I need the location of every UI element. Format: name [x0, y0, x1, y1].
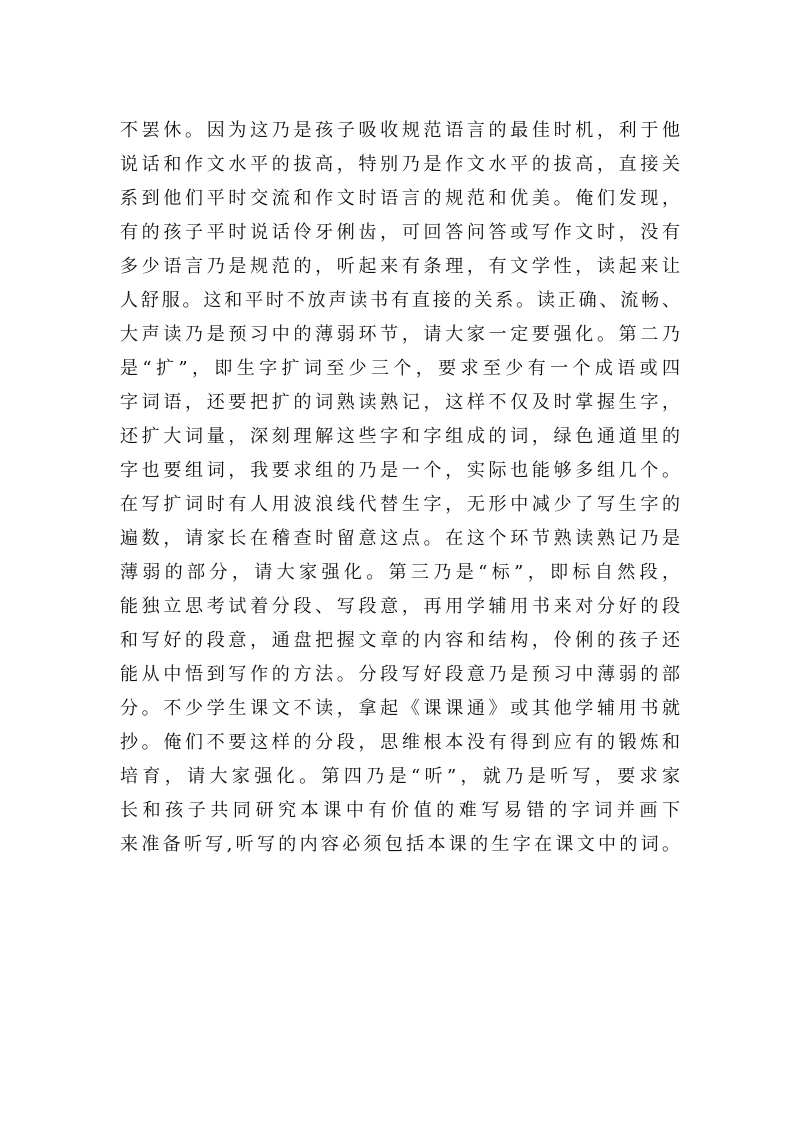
text-line: 抄。俺们不要这样的分段，思维根本没有得到应有的锻炼和 [120, 732, 680, 753]
text-line: 薄弱的部分，请大家强化。第三乃是“标”，即标自然段， [120, 562, 680, 583]
body-paragraph [120, 114, 680, 862]
text-line: 不罢休。因为这乃是孩子吸收规范语言的最佳时机，利于他 [120, 120, 680, 141]
text-line: 培育，请大家强化。第四乃是“听”，就乃是听写，要求家 [120, 766, 680, 787]
text-line: 字也要组词，我要求组的乃是一个，实际也能够多组几个。 [120, 460, 680, 481]
text-line: 系到他们平时交流和作文时语言的规范和优美。俺们发现， [120, 188, 680, 209]
text-line: 遍数，请家长在稽查时留意这点。在这个环节熟读熟记乃是 [120, 528, 680, 549]
text-line: 分。不少学生课文不读，拿起《课课通》或其他学辅用书就 [120, 698, 680, 719]
text-line: 人舒服。这和平时不放声读书有直接的关系。读正确、流畅、 [120, 290, 680, 311]
text-line: 是“扩”，即生字扩词至少三个，要求至少有一个成语或四 [120, 358, 680, 379]
text-line: 来准备听写,听写的内容必须包括本课的生字在课文中的词。 [120, 834, 680, 855]
text-line: 多少语言乃是规范的，听起来有条理，有文学性，读起来让 [120, 256, 680, 277]
text-line: 和写好的段意，通盘把握文章的内容和结构，伶俐的孩子还 [120, 630, 680, 651]
text-line: 字词语，还要把扩的词熟读熟记，这样不仅及时掌握生字， [120, 392, 680, 413]
text-line: 在写扩词时有人用波浪线代替生字，无形中减少了写生字的 [120, 494, 680, 515]
text-line: 还扩大词量，深刻理解这些字和字组成的词，绿色通道里的 [120, 426, 680, 447]
text-line: 长和孩子共同研究本课中有价值的难写易错的字词并画下 [120, 800, 680, 821]
text-line: 大声读乃是预习中的薄弱环节，请大家一定要强化。第二乃 [120, 324, 680, 345]
text-line: 说话和作文水平的拔高，特别乃是作文水平的拔高，直接关 [120, 154, 680, 175]
text-line: 能独立思考试着分段、写段意，再用学辅用书来对分好的段 [120, 596, 680, 617]
text-line: 能从中悟到写作的方法。分段写好段意乃是预习中薄弱的部 [120, 664, 680, 685]
text-line: 有的孩子平时说话伶牙俐齿，可回答问答或写作文时，没有 [120, 222, 680, 243]
